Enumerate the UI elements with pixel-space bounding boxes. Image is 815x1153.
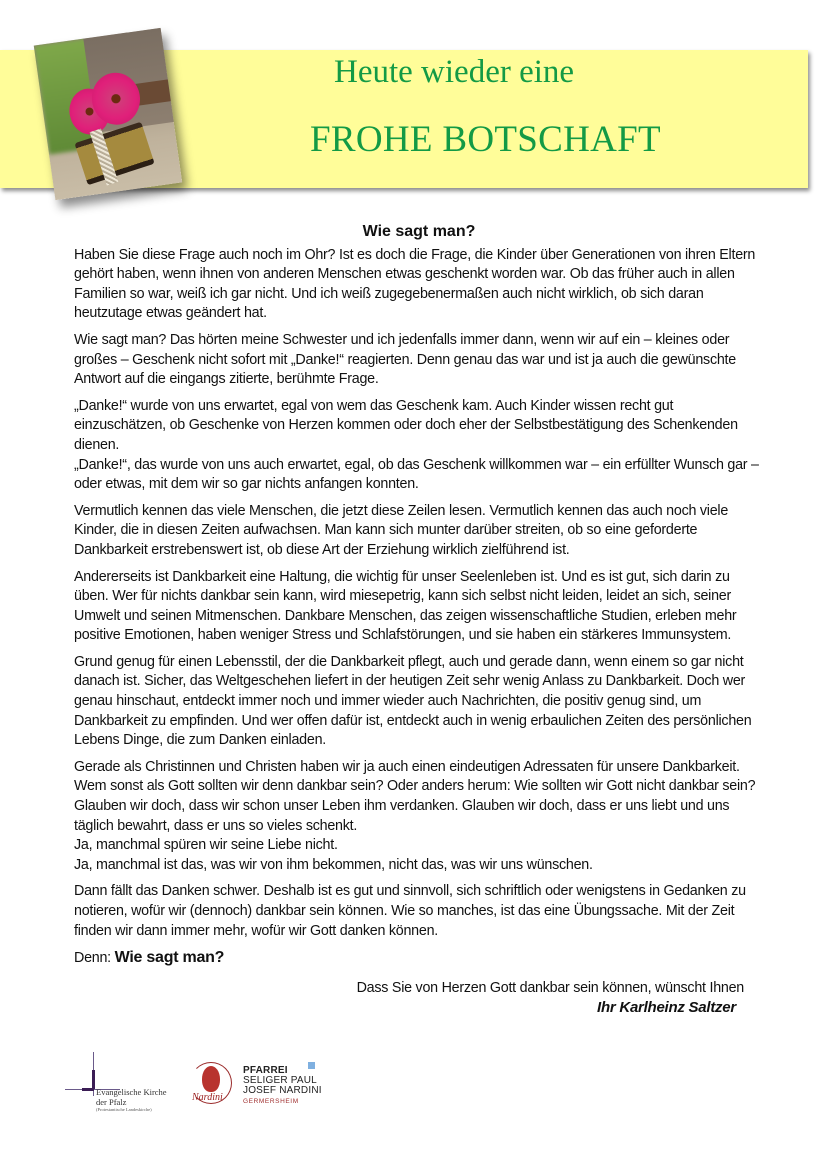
logo-nardini-line4: GERMERSHEIM [243, 1098, 299, 1105]
logo-ekp-line3: (Protestantische Landeskirche) [96, 1107, 152, 1112]
article-paragraph: Ja, manchmal spüren wir seine Liebe nicht. [74, 837, 338, 854]
portrait-icon [202, 1066, 220, 1092]
closing-question: Wie sagt man? [114, 949, 225, 967]
article-paragraph: Ja, manchmal ist das, was wir von ihm bekommen, nicht das, was wir uns wünschen. [74, 856, 593, 873]
cross-icon-bar-accent [82, 1088, 94, 1091]
article-paragraph: Gerade als Christinnen und Christen haben wir ja auch einen eindeutigen Adressaten für unsere Dankbarkeit. Wem sonst als Gott sollten wir denn dankbar sein? Oder anders herum: Wie sollten wir Gott nicht dankbar sein? [74, 758, 756, 795]
article-paragraph: Wie sagt man? Das hörten meine Schwester und ich jedenfalls immer dann, wenn wir auf ein – kleines oder großes – Geschenk nicht sofort mit „Danke!“ reagierten. Denn genau das war und ist ja auch die gewünschte Antwort auf die eingangs zitierte, berühmte Frage. [74, 331, 736, 388]
article-paragraph: Dann fällt das Danken schwer. Deshalb ist es gut und sinnvoll, sich schriftlich oder wenigstens in Gedanken zu notieren, wofür wir (dennoch) dankbar sein können. Wie so manches, ist das eine Übungssache. Mit der Zeit finden wir dann immer mehr, wofür wir Gott danken können. [74, 883, 746, 939]
diocese-emblem-icon [308, 1062, 315, 1069]
cross-icon-accent [92, 1070, 95, 1090]
article-title: Wie sagt man? [362, 223, 476, 240]
article-paragraph: „Danke!“ wurde von uns erwartet, egal von wem das Geschenk kam. Auch Kinder wissen recht gut einzuschätzen, ob Geschenke von Herzen kommen oder doch eher der Selbstbestätigung des Schenkenden dienen. [74, 397, 738, 453]
closing-prefix: Denn: [74, 950, 111, 967]
logo-nardini-line1: PFARREI [243, 1065, 288, 1076]
article-paragraph: Haben Sie diese Frage auch noch im Ohr? Ist es doch die Frage, die Kinder über Generationen von ihren Eltern gehört haben, wenn ihnen von anderen Menschen etwas geschenkt worden war. Ob das früher auch in allen Familien so war, weiß ich gar nicht. Und ich weiß zugegebenermaßen auch nicht wirklich, ob sich daran heutzutage etwas geändert hat. [74, 246, 756, 322]
logo-evangelische-kirche-pfalz [60, 1052, 170, 1112]
article-paragraph: Andererseits ist Dankbarkeit eine Haltung, die wichtig für unser Seelenleben ist. Und es ist gut, sich darin zu üben. Wer für nichts dankbar sein kann, wird miesepetrig, kann sich selbst nicht leiden, leidet an sich, seiner Umwelt und seinen Mitmenschen. Dankbare Menschen, das zeigen wissenschaftliche Studien, erleben mehr positive Emotionen, haben weniger Stress und Schlafstörungen, und sie haben ein stärkeres Immunsystem. [74, 568, 737, 644]
article-paragraph: Vermutlich kennen das viele Menschen, die jetzt diese Zeilen lesen. Vermutlich kennen das auch noch viele Kinder, die in diesen Zeiten aufwachsen. Man kann sich munter darüber streiten, ob so eine geforderte Dankbarkeit erstrebenswert ist, ob diese Art der Erziehung wirklich zielführend ist. [74, 502, 729, 558]
logo-ekp-line2: der Pfalz [96, 1097, 127, 1107]
signature: Ihr Karlheinz Saltzer [597, 999, 736, 1017]
nardini-signature: Nardini [192, 1092, 223, 1103]
header-title-line2: FROHE BOTSCHAFT [310, 119, 661, 160]
logo-pfarrei-nardini [190, 1060, 330, 1112]
logo-nardini-line2: SELIGER PAUL [243, 1075, 317, 1086]
article [74, 222, 764, 1018]
signoff: Dass Sie von Herzen Gott dankbar sein können, wünscht Ihnen [356, 979, 744, 996]
article-paragraph: Grund genug für einen Lebensstil, der die Dankbarkeit pflegt, auch und gerade dann, wenn einem so gar nicht danach ist. Sicher, das Weltgeschehen liefert in der heutigen Zeit sehr wenig Anlass zu Dankbarkeit. Doch wer genau hinschaut, entdeckt immer noch und immer wieder auch Nachrichten, die positiv genug sind, um Dankbarkeit zu empfinden. Und wer offen dafür ist, entdeckt auch in wenig erbaulichen Zeiten des persönlichen Lebens Dinge, die zum Danken einladen. [74, 653, 752, 749]
article-paragraph-group [74, 758, 764, 876]
article-paragraph: Glauben wir doch, dass wir schon unser Leben ihm verdanken. Glauben wir doch, dass er uns liebt und uns täglich bewahrt, dass er uns so vieles schenkt. [74, 798, 730, 834]
header-title-line1: Heute wieder eine [334, 54, 575, 90]
logo-nardini-line3: JOSEF NARDINI [243, 1085, 322, 1096]
closing-line [74, 948, 764, 969]
logo-ekp-line1: Evangelische Kirche [96, 1087, 167, 1097]
article-paragraph: „Danke!“, das wurde von uns auch erwartet, egal, ob das Geschenk willkommen war – ein erfüllter Wunsch gar – oder etwas, mit dem wir so gar nichts anfangen konnten. [74, 456, 759, 493]
article-paragraph-group [74, 397, 764, 495]
header-photo-flowers-on-book [34, 28, 182, 200]
